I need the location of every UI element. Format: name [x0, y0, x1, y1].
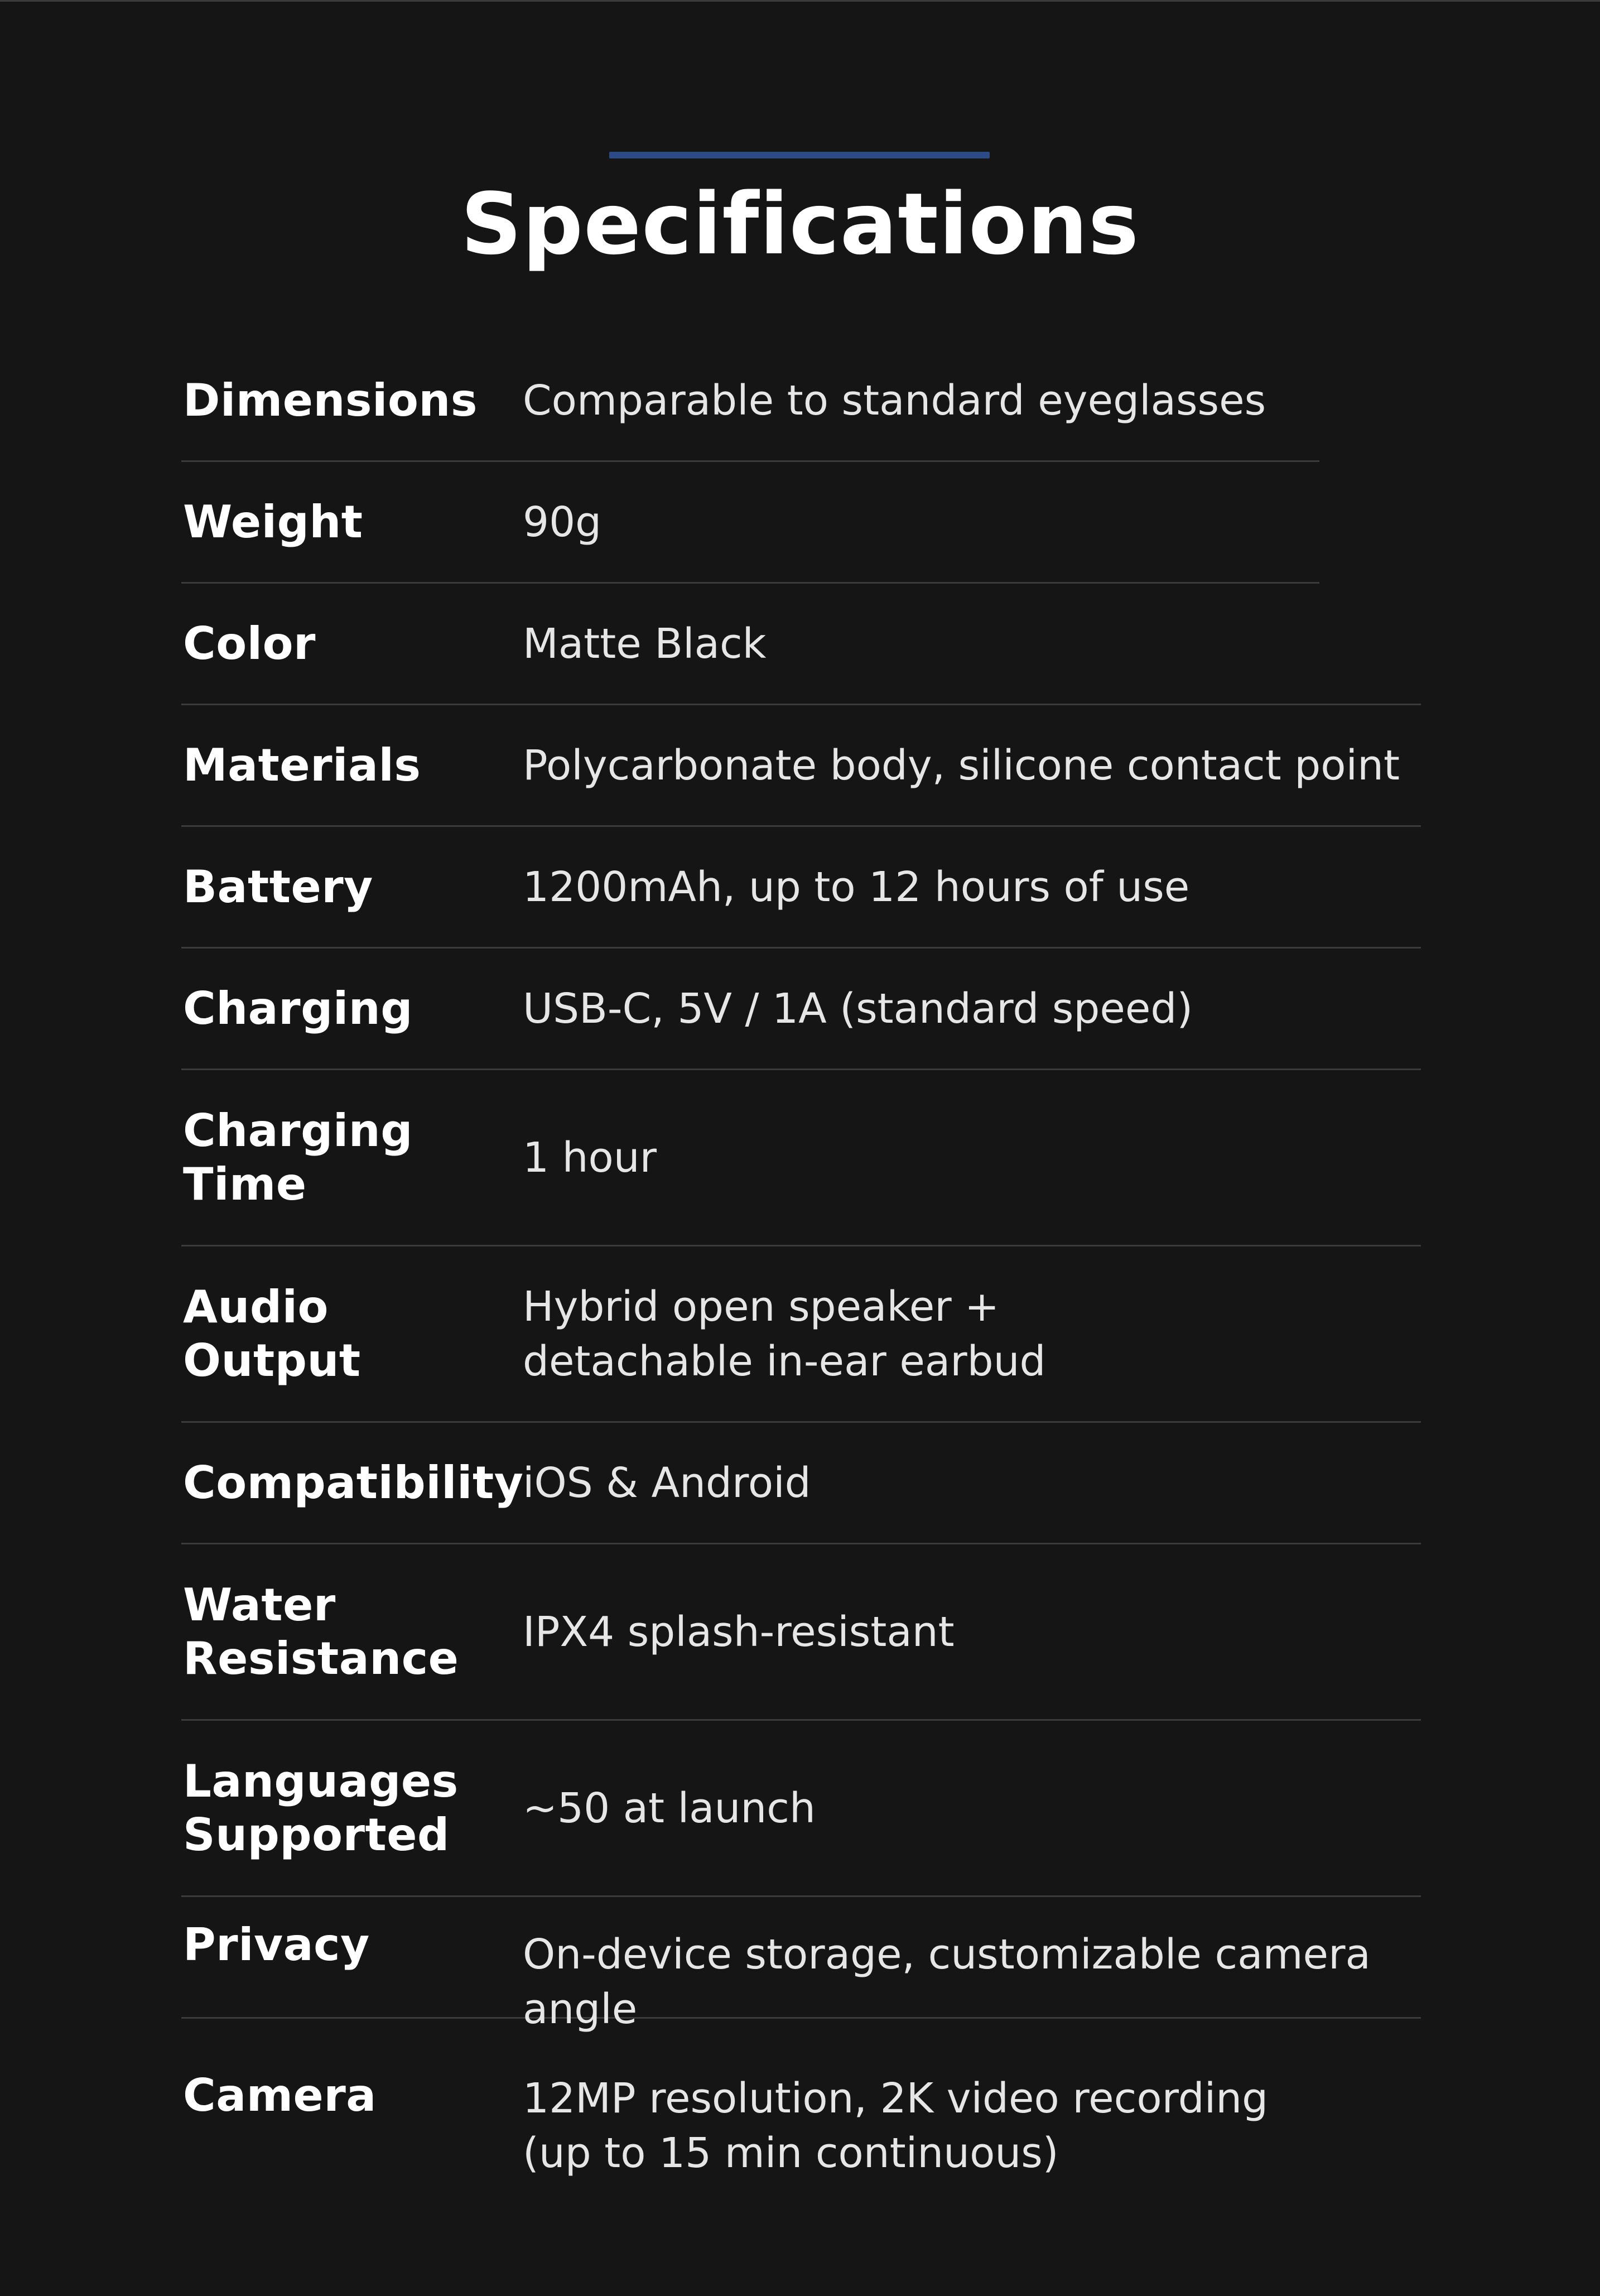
- spec-value: Polycarbonate body, silicone contact point: [523, 741, 1400, 790]
- spec-row-charging-time: [181, 1070, 1421, 1246]
- spec-label: Compatibility: [183, 1456, 524, 1509]
- top-border: [0, 0, 1600, 2]
- spec-value: Comparable to standard eyeglasses: [523, 376, 1266, 425]
- spec-label: Camera: [183, 2069, 377, 2121]
- spec-value: ~50 at launch: [523, 1784, 816, 1832]
- title-accent-bar: [609, 152, 990, 158]
- spec-label: Privacy: [183, 1919, 370, 1971]
- spec-value: IPX4 splash-resistant: [523, 1607, 955, 1656]
- spec-label: Water Resistance: [183, 1578, 459, 1684]
- spec-row-battery: [181, 827, 1421, 949]
- spec-row-compatibility: [181, 1423, 1421, 1544]
- spec-row-charging: [181, 949, 1421, 1070]
- spec-value: 1200mAh, up to 12 hours of use: [523, 863, 1190, 911]
- spec-row-privacy: [181, 1897, 1421, 2033]
- spec-label: Weight: [183, 495, 363, 548]
- spec-value: USB-C, 5V / 1A (standard speed): [523, 984, 1193, 1033]
- spec-row-water-resistance: [181, 1544, 1421, 1721]
- spec-value: iOS & Android: [523, 1459, 811, 1507]
- spec-value: On-device storage, customizable camera angle: [523, 1931, 1371, 2033]
- spec-label: Dimensions: [183, 374, 478, 426]
- spec-row-audio-output: [181, 1246, 1421, 1423]
- spec-value: 90g: [523, 498, 602, 546]
- spec-label: Battery: [183, 860, 373, 913]
- page-title: Specifications: [460, 175, 1140, 273]
- spec-label: Color: [183, 617, 316, 670]
- spec-row-weight: [181, 462, 1319, 584]
- spec-row-languages-supported: [181, 1721, 1421, 1897]
- spec-label: Languages Supported: [183, 1755, 459, 1861]
- spec-label: Charging: [183, 982, 413, 1034]
- spec-value: Matte Black: [523, 619, 767, 668]
- spec-label: Audio Output: [183, 1281, 361, 1387]
- spec-value: Hybrid open speaker + detachable in-ear earbud: [523, 1282, 1046, 1385]
- spec-label: Materials: [183, 739, 421, 791]
- spec-value: 12MP resolution, 2K video recording (up to 15 min continuous): [523, 2074, 1269, 2177]
- spec-value: 1 hour: [523, 1133, 657, 1182]
- spec-row-camera: [181, 2019, 1421, 2253]
- spec-label: Charging Time: [183, 1104, 413, 1210]
- spec-row-dimensions: [181, 340, 1319, 462]
- spec-row-color: [181, 584, 1421, 705]
- spec-row-materials: [181, 705, 1421, 827]
